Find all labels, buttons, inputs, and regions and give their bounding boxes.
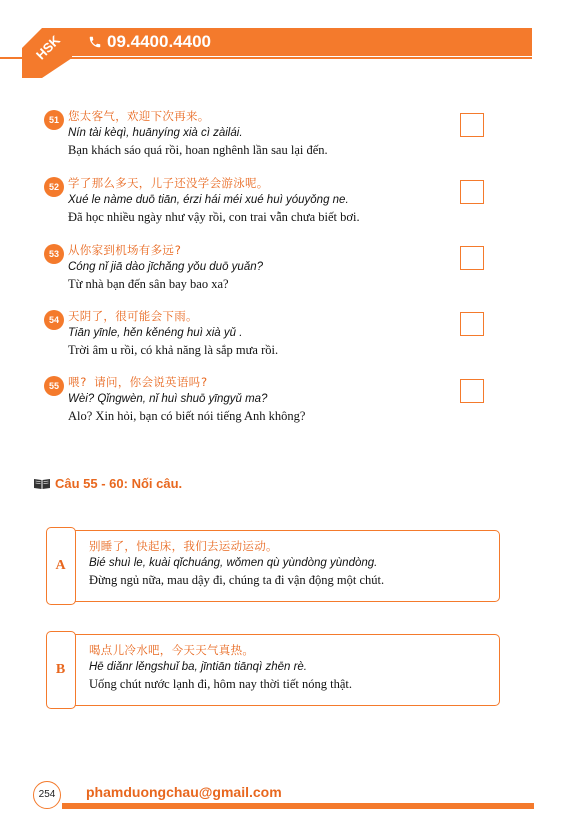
answer-pinyin: Hē diǎnr lěngshuǐ ba, jīntiān tiānqì zhēn rè. <box>89 661 308 673</box>
hsk-tab-label: HSK <box>32 32 64 63</box>
answer-vietnamese: Uống chút nước lạnh đi, hôm nay thời tiết nóng thật. <box>89 677 353 691</box>
sentence-pinyin: Xué le nàme duō tiān, érzi hái méi xué huì yóuyǒng ne. <box>68 194 349 206</box>
answer-letter: A <box>46 527 76 605</box>
phone-number <box>88 30 211 54</box>
sentence-vietnamese: Alo? Xin hỏi, bạn có biết nói tiếng Anh không? <box>68 409 306 423</box>
answer-chinese: 别睡了，快起床，我们去运动运动。 <box>89 539 278 553</box>
sentence-vietnamese: Trời âm u rồi, có khả năng là sắp mưa rồi. <box>68 343 279 357</box>
sentence-chinese: 学了那么多天，儿子还没学会游泳呢。 <box>68 176 269 190</box>
footer-bar <box>62 803 534 809</box>
answer-checkbox[interactable] <box>460 379 484 403</box>
answer-vietnamese: Đừng ngủ nữa, mau dậy đi, chúng ta đi vận động một chút. <box>89 573 385 587</box>
answer-chinese: 喝点儿冷水吧，今天天气真热。 <box>89 643 255 657</box>
phone-icon <box>88 35 102 49</box>
section-title <box>33 476 182 491</box>
section-title-text: Câu 55 - 60: Nối câu. <box>55 476 183 491</box>
sentence-pinyin: Tiān yīnle, hěn kěnéng huì xià yǔ . <box>68 327 243 339</box>
answer-checkbox[interactable] <box>460 312 484 336</box>
sentence-number: 52 <box>44 177 64 197</box>
sentence-number: 55 <box>44 376 64 396</box>
sentence-pinyin: Cóng nǐ jiā dào jīchǎng yǒu duō yuǎn? <box>68 261 264 273</box>
answer-option-a <box>46 530 500 602</box>
sentence-chinese: 天阴了，很可能会下雨。 <box>68 309 198 323</box>
phone-text: 09.4400.4400 <box>107 32 211 51</box>
answer-checkbox[interactable] <box>460 180 484 204</box>
page-number: 254 <box>33 781 61 809</box>
answer-checkbox[interactable] <box>460 113 484 137</box>
contact-email: phamduongchau@gmail.com <box>86 784 282 800</box>
answer-checkbox[interactable] <box>460 246 484 270</box>
sentence-pinyin: Wèi? Qǐngwèn, nǐ huì shuō yīngyǔ ma? <box>68 393 268 405</box>
sentence-vietnamese: Đã học nhiều ngày như vậy rồi, con trai vẫn chưa biết bơi. <box>68 210 360 224</box>
sentence-number: 53 <box>44 244 64 264</box>
sentence-chinese: 从你家到机场有多远? <box>68 243 182 257</box>
header-stripe <box>0 57 532 59</box>
sentence-number: 51 <box>44 110 64 130</box>
sentence-chinese: 喂? 请问，你会说英语吗? <box>68 375 208 389</box>
sentence-chinese: 您太客气，欢迎下次再来。 <box>68 109 210 123</box>
book-icon <box>33 478 51 490</box>
sentence-number: 54 <box>44 310 64 330</box>
sentence-vietnamese: Bạn khách sáo quá rồi, hoan nghênh lần sau lại đến. <box>68 143 328 157</box>
sentence-vietnamese: Từ nhà bạn đến sân bay bao xa? <box>68 277 229 291</box>
answer-option-b <box>46 634 500 706</box>
answer-letter: B <box>46 631 76 709</box>
answer-pinyin: Bié shuì le, kuài qǐchuáng, wǒmen qù yùndòng yùndòng. <box>89 557 378 569</box>
sentence-pinyin: Nín tài kèqì, huānyíng xià cì zàilái. <box>68 127 243 139</box>
